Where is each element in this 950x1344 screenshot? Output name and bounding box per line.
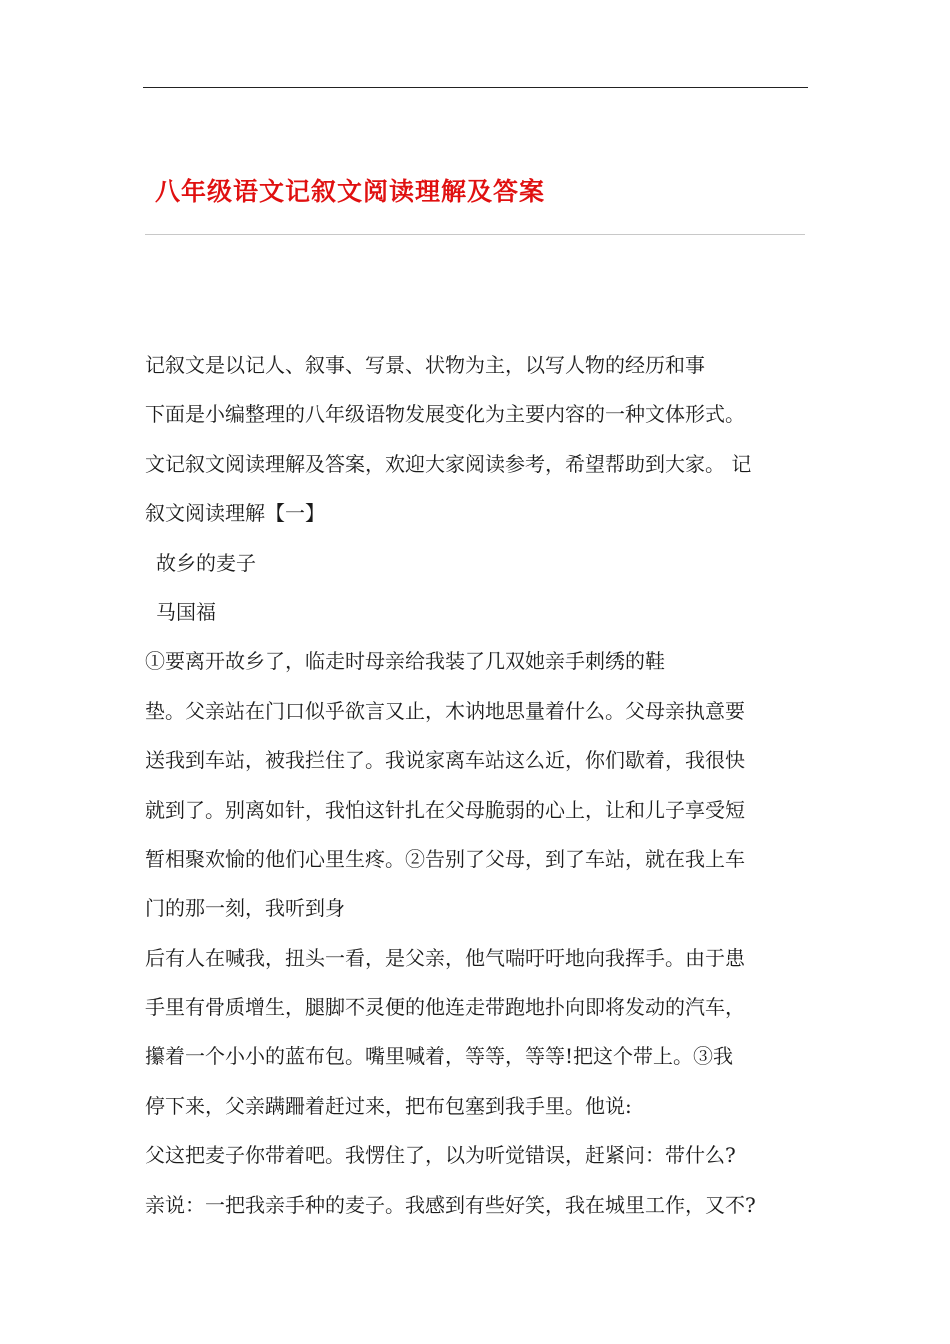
paragraph-line: 门的那一刻，我听到身: [145, 896, 345, 921]
paragraph-line: 停下来，父亲蹒跚着赶过来，把布包塞到我手里。他说:: [145, 1093, 632, 1118]
paragraph-line: 文记叙文阅读理解及答案，欢迎大家阅读参考，希望帮助到大家。 记: [145, 451, 752, 476]
paragraph-line: 记叙文是以记人、叙事、写景、状物为主，以写人物的经历和事: [145, 353, 705, 377]
document-title: 八年级语文记叙文阅读理解及答案: [155, 177, 546, 206]
paragraph-line: 叙文阅读理解【一】: [145, 501, 325, 526]
paragraph-line: 就到了。别离如针，我怕这针扎在父母脆弱的心上，让和儿子享受短: [145, 797, 745, 822]
paragraph-line: 后有人在喊我，扭头一看，是父亲，他气喘吁吁地向我挥手。由于患: [145, 945, 745, 970]
paragraph-line: 下面是小编整理的八年级语物发展变化为主要内容的一种文体形式。: [145, 402, 745, 427]
header-rule: [143, 87, 808, 88]
paragraph-line: 攥着一个小小的蓝布包。嘴里喊着，等等，等等!把这个带上。③我: [145, 1044, 734, 1069]
title-divider: [145, 234, 805, 235]
paragraph-line: 垫。父亲站在门口似乎欲言又止，木讷地思量着什么。父母亲执意要: [145, 698, 745, 723]
paragraph-line: 亲说：一把我亲手种的麦子。我感到有些好笑，我在城里工作，又不?: [145, 1192, 756, 1217]
paragraph-line: 手里有骨质增生，腿脚不灵便的他连走带跑地扑向即将发动的汽车，: [145, 995, 745, 1020]
paragraph-line: 暂相聚欢愉的他们心里生疼。②告别了父母，到了车站，就在我上车: [145, 846, 745, 871]
story-title: 故乡的麦子: [156, 550, 256, 575]
paragraph-line: 送我到车站，被我拦住了。我说家离车站这么近，你们歇着，我很快: [145, 748, 745, 773]
paragraph-line: 父这把麦子你带着吧。我愣住了，以为听觉错误，赶紧问：带什么?: [145, 1143, 736, 1168]
document-body: [145, 341, 810, 1230]
paragraph-line: ①要离开故乡了，临走时母亲给我装了几双她亲手刺绣的鞋: [145, 649, 665, 674]
story-author: 马国福: [156, 599, 216, 624]
